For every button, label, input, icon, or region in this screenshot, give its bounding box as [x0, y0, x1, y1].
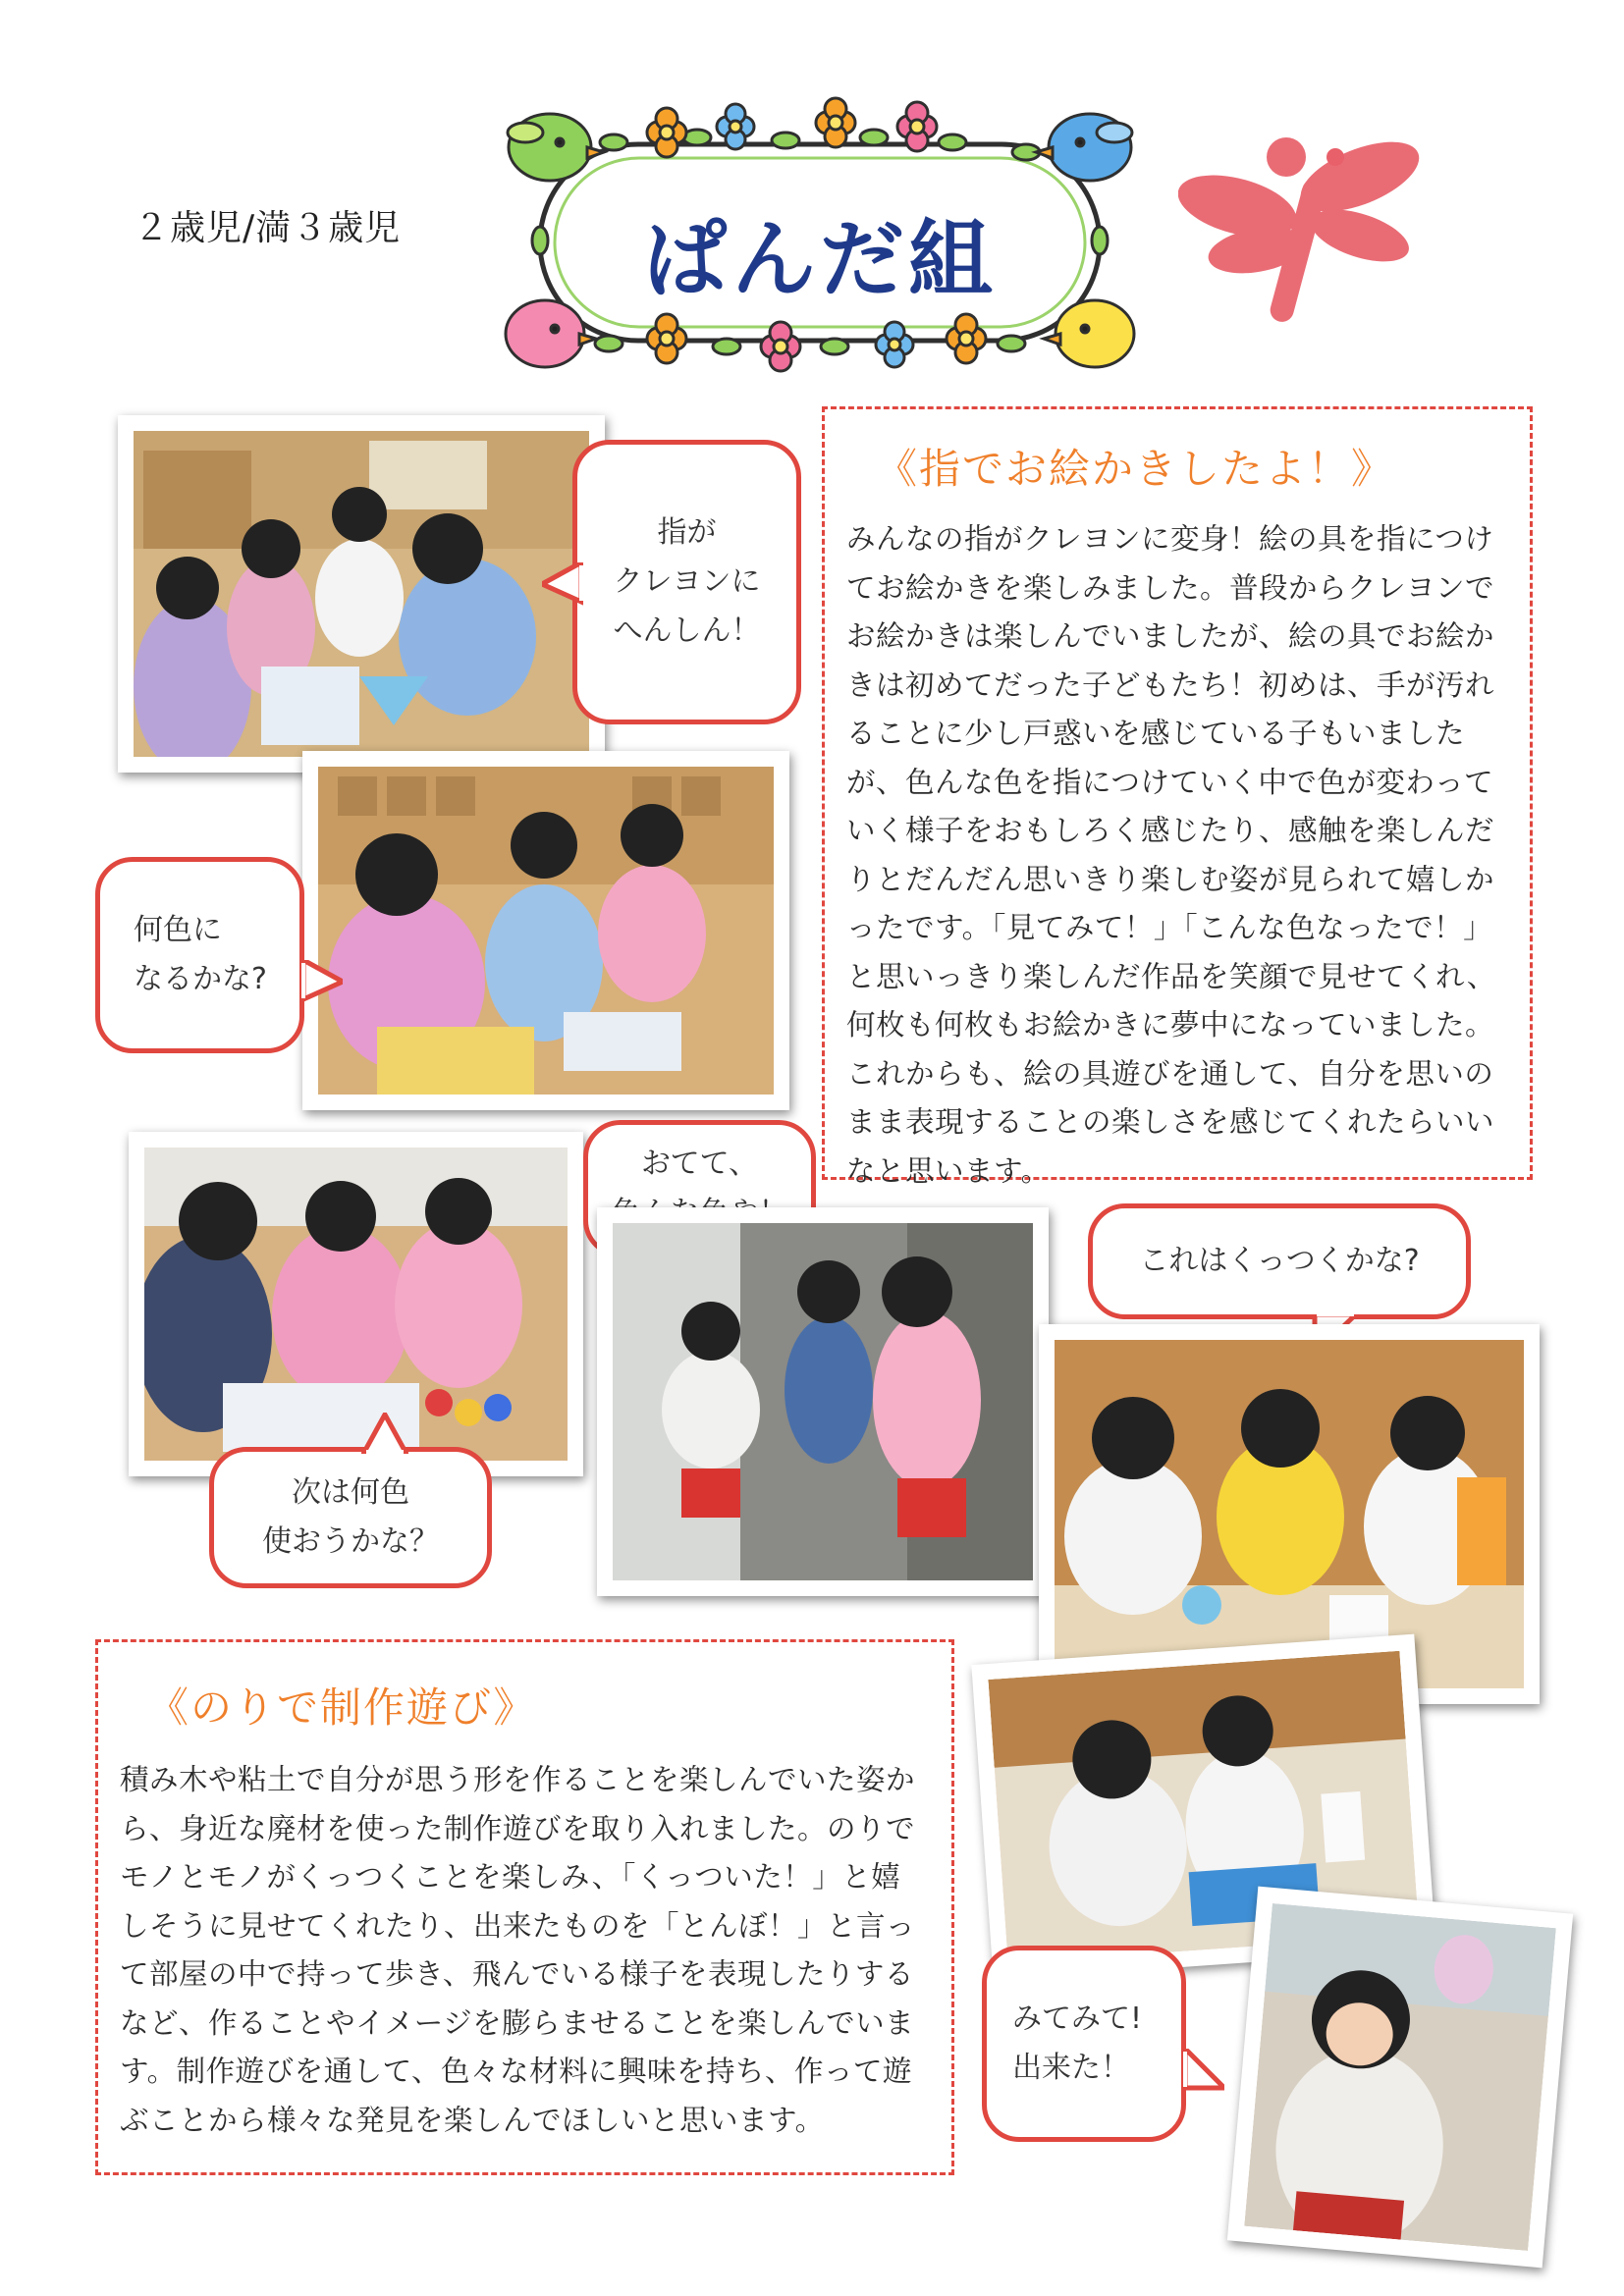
speech-bubble-look: [982, 1946, 1186, 2142]
section-glue-crafting: [95, 1639, 954, 2175]
speech-bubble-what-color: [95, 857, 304, 1053]
bubble-text: 何色に なるかな?: [134, 913, 267, 996]
photo-children-hands-4: [597, 1207, 1049, 1596]
speech-bubble-stick: [1088, 1203, 1471, 1319]
title-frame: [461, 93, 1178, 383]
photo-children-painting-2: [302, 751, 789, 1110]
bubble-text: 指が クレヨンに へんしん！: [613, 515, 761, 648]
bubble-text: 次は何色 使おうかな？: [262, 1475, 439, 1559]
class-title: ぱんだ組: [643, 211, 997, 309]
photo-child-showing-7: [1227, 1887, 1573, 2269]
bubble-text: おてて、: [640, 1147, 759, 1181]
section-heading: 《指でお絵かきしたよ！》: [876, 445, 1395, 493]
section-finger-painting: [822, 406, 1533, 1188]
bubble-tail-icon: [542, 562, 583, 606]
photo-children-table-1: [118, 415, 605, 773]
speech-bubble-next-color: [209, 1447, 492, 1588]
bubble-tail-icon: [361, 1413, 408, 1454]
section-body: みんなの指がクレヨンに変身！絵の具を指につけてお絵かきを楽しみました。普段からクレヨンでお絵かきは楽しんでいましたが、絵の具でお絵かきは初めてだった子どもたち！初めは、手が汚れることに少し戸惑いを感じている子もいましたが、色んな色を指につけていく中で色が変わっていく様子をおもしろく感じたり、感触を楽しんだりとだんだん思いきり楽しむ姿が見られて嬉しかったです。「見てみて！」「こんな色なったで！」と思いっきり楽しんだ作品を笑顔で見せてくれ、何枚も何枚もお絵かきに夢中になっていました。これからも、絵の具遊びを通して、自分を思いのまま表現することの楽しさを感じてくれたらいいなと思います。: [846, 522, 1496, 1188]
bubble-tail-icon: [301, 960, 343, 1003]
bubble-tail-icon: [1183, 2049, 1224, 2092]
bubble-text: みてみて! 出来た！: [1012, 2002, 1143, 2085]
bubble-text: これはくっつくかな?: [1139, 1244, 1420, 1278]
section-heading: 《のりで制作遊び》: [147, 1683, 537, 1732]
section-body: 積み木や粘土で自分が思う形を作ることを楽しんでいた姿から、身近な廃材を使った制作遊びを取り入れました。のりでモノとモノがくっつくことを楽しみ、「くっついた！」と嬉しそうに見せてくれたり、出来たものを「とんぼ！」と言って部屋の中で持って歩き、飛んでいる様子を表現したりするなど、作ることやイメージを膨らませることを楽しんでいます。制作遊びを通して、色々な材料に興味を持ち、作って遊ぶことから様々な発見を楽しんでほしいと思います。: [120, 1763, 916, 2137]
photo-children-painting-3: [129, 1132, 583, 1476]
age-label: ２歳児/満３歳児: [134, 208, 402, 248]
dragonfly-icon: [1178, 118, 1424, 344]
speech-bubble-crayon: [572, 440, 801, 724]
